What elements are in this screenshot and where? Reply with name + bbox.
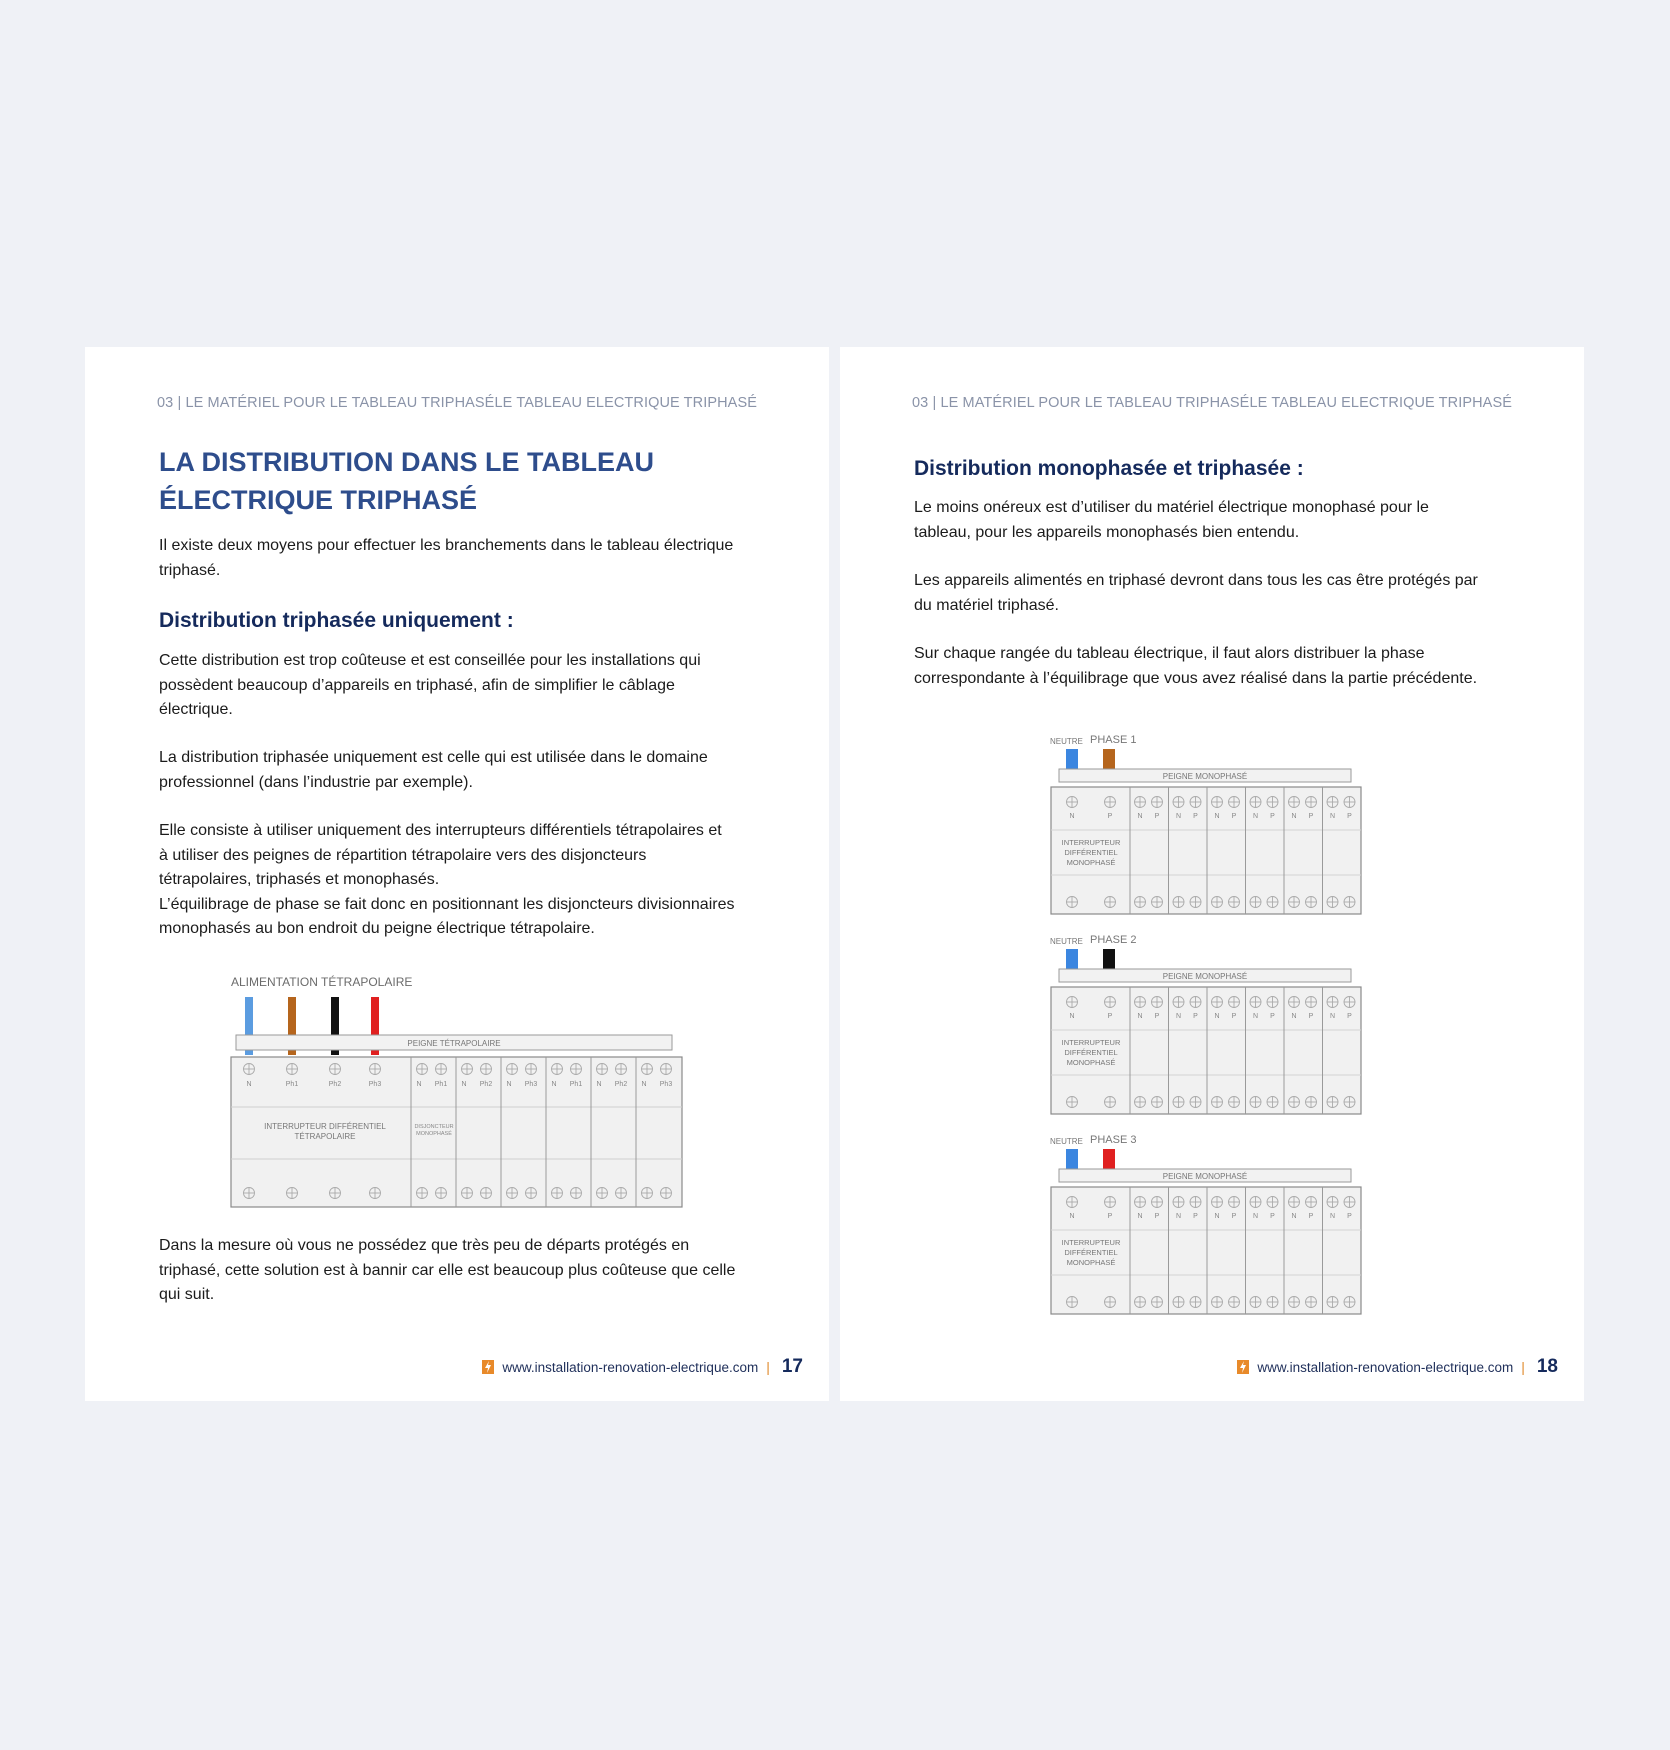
screw-terminal-icon bbox=[1327, 897, 1338, 908]
terminal-label: P bbox=[1154, 813, 1160, 820]
terminal-label: P bbox=[1154, 1213, 1160, 1220]
screw-terminal-icon bbox=[1250, 1197, 1261, 1208]
screw-terminal-icon bbox=[661, 1064, 672, 1075]
footer-separator: | bbox=[1521, 1359, 1525, 1375]
screw-terminal-icon bbox=[1190, 797, 1201, 808]
terminal-label: N bbox=[1175, 813, 1182, 820]
page-footer bbox=[482, 1356, 803, 1378]
terminal-label: N bbox=[1252, 1013, 1259, 1020]
terminal-label: P bbox=[1154, 1013, 1160, 1020]
screw-terminal-icon bbox=[1289, 797, 1300, 808]
page-footer bbox=[1237, 1356, 1558, 1378]
screw-terminal-icon bbox=[1135, 997, 1146, 1008]
text-line: Sur chaque rangée du tableau électrique, il faut alors distribuer la phase bbox=[914, 645, 1425, 662]
screw-terminal-icon bbox=[1212, 997, 1223, 1008]
text-line: Les appareils alimentés en triphasé devront dans tous les cas être protégés par bbox=[914, 572, 1478, 589]
neutral-label: NEUTRE bbox=[1050, 1137, 1083, 1146]
terminal-label: P bbox=[1347, 1013, 1352, 1020]
screw-terminal-icon bbox=[1289, 1297, 1300, 1308]
screw-terminal-icon bbox=[370, 1188, 381, 1199]
screw-terminal-icon bbox=[1250, 897, 1261, 908]
screw-terminal-icon bbox=[1135, 1297, 1146, 1308]
terminal-label: N bbox=[1137, 813, 1143, 820]
text-line: monophasés au bon endroit du peigne électrique tétrapolaire. bbox=[159, 920, 595, 937]
terminal-label: Ph3 bbox=[524, 1081, 538, 1088]
text-line: possèdent beaucoup d’appareils en triphasé, afin de simplifier le câblage bbox=[159, 676, 675, 694]
terminal-label: N bbox=[1252, 1213, 1259, 1220]
running-head-chapter: 03 | LE MATÉRIEL POUR LE TABLEAU TRIPHASÉ bbox=[157, 395, 495, 411]
terminal-label: N bbox=[1329, 813, 1336, 820]
screw-terminal-icon bbox=[1306, 997, 1317, 1008]
screw-terminal-icon bbox=[1152, 797, 1163, 808]
screw-terminal-icon bbox=[1327, 797, 1338, 808]
screw-terminal-icon bbox=[1306, 1097, 1317, 1108]
screw-terminal-icon bbox=[597, 1188, 608, 1199]
terminal-label: N bbox=[1175, 1213, 1182, 1220]
screw-terminal-icon bbox=[1289, 1197, 1300, 1208]
running-head bbox=[157, 395, 757, 411]
screw-terminal-icon bbox=[1152, 1297, 1163, 1308]
screw-terminal-icon bbox=[1344, 997, 1355, 1008]
terminal-label: Ph1 bbox=[434, 1081, 448, 1088]
screw-terminal-icon bbox=[1067, 997, 1078, 1008]
screw-terminal-icon bbox=[1067, 897, 1078, 908]
text-line: professionnel (dans l’industrie par exemple). bbox=[159, 773, 473, 791]
screw-terminal-icon bbox=[1306, 1297, 1317, 1308]
paragraph-1 bbox=[159, 649, 759, 723]
screw-terminal-icon bbox=[287, 1188, 298, 1199]
screw-terminal-icon bbox=[1267, 797, 1278, 808]
screw-terminal-icon bbox=[462, 1188, 473, 1199]
screw-terminal-icon bbox=[1173, 1197, 1184, 1208]
screw-terminal-icon bbox=[1173, 997, 1184, 1008]
page-title bbox=[159, 443, 719, 519]
text-line: à utiliser des peignes de répartition tétrapolaire vers des disjoncteurs bbox=[159, 846, 647, 864]
terminal-label: N bbox=[1069, 1013, 1075, 1020]
screw-terminal-icon bbox=[552, 1188, 563, 1199]
terminal-label: Ph2 bbox=[614, 1081, 628, 1088]
screw-terminal-icon bbox=[1289, 897, 1300, 908]
text-line: Elle consiste à utiliser uniquement des interrupteurs différentiels tétrapolaires et bbox=[159, 822, 722, 839]
screw-terminal-icon bbox=[1267, 1297, 1278, 1308]
screw-terminal-icon bbox=[1327, 997, 1338, 1008]
neutral-label: NEUTRE bbox=[1050, 937, 1083, 946]
terminal-label: P bbox=[1231, 1213, 1237, 1220]
screw-terminal-icon bbox=[616, 1188, 627, 1199]
terminal-label: N bbox=[1137, 1013, 1143, 1020]
terminal-label: Ph3 bbox=[659, 1081, 673, 1088]
screw-terminal-icon bbox=[1135, 1197, 1146, 1208]
screw-terminal-icon bbox=[526, 1188, 537, 1199]
screw-terminal-icon bbox=[1173, 1097, 1184, 1108]
screw-terminal-icon bbox=[1267, 1097, 1278, 1108]
text-line: qui suit. bbox=[159, 1286, 215, 1303]
text-line: tétrapolaires, triphasés et monophasés. bbox=[159, 871, 440, 888]
text-line: La distribution triphasée uniquement est celle qui est utilisée dans le domaine bbox=[159, 749, 708, 766]
screw-terminal-icon bbox=[1105, 797, 1116, 808]
screw-terminal-icon bbox=[1250, 1297, 1261, 1308]
tetrapolar-distribution-diagram bbox=[225, 975, 775, 1220]
text-line: correspondante à l’équilibrage que vous avez réalisé dans la partie précédente. bbox=[914, 669, 1478, 687]
screw-terminal-icon bbox=[1267, 997, 1278, 1008]
screw-terminal-icon bbox=[330, 1064, 341, 1075]
terminal-label: P bbox=[1193, 813, 1198, 820]
section-heading: Distribution triphasée uniquement : bbox=[159, 609, 514, 632]
rcd-label: MONOPHASÉ bbox=[1066, 1258, 1116, 1267]
screw-terminal-icon bbox=[1135, 1097, 1146, 1108]
screw-terminal-icon bbox=[1344, 1197, 1355, 1208]
screw-terminal-icon bbox=[1212, 897, 1223, 908]
page-number: 18 bbox=[1536, 1356, 1558, 1377]
screw-terminal-icon bbox=[1344, 797, 1355, 808]
paragraph-3 bbox=[159, 819, 759, 942]
rcd-label: MONOPHASÉ bbox=[1066, 1058, 1116, 1067]
screw-terminal-icon bbox=[661, 1188, 672, 1199]
screw-terminal-icon bbox=[1306, 1197, 1317, 1208]
screw-terminal-icon bbox=[1152, 1197, 1163, 1208]
screw-terminal-icon bbox=[1229, 1297, 1240, 1308]
text-line: Cette distribution est trop coûteuse et est conseillée pour les installations qui bbox=[159, 652, 701, 669]
screw-terminal-icon bbox=[1344, 1297, 1355, 1308]
terminal-label: N bbox=[1329, 1213, 1336, 1220]
screw-terminal-icon bbox=[1229, 1197, 1240, 1208]
running-head-title: LE TABLEAU ELECTRIQUE TRIPHASÉ bbox=[494, 395, 757, 411]
page-title-line1: LA DISTRIBUTION DANS LE TABLEAU bbox=[159, 447, 654, 477]
phase-label: PHASE 1 bbox=[1090, 734, 1137, 746]
terminal-label: P bbox=[1308, 813, 1314, 820]
terminal-label: N bbox=[1069, 813, 1075, 820]
terminal-label: N bbox=[246, 1081, 252, 1088]
screw-terminal-icon bbox=[1229, 1097, 1240, 1108]
breaker-label-line2: MONOPHASÉ bbox=[416, 1131, 452, 1137]
screw-terminal-icon bbox=[1135, 797, 1146, 808]
screw-terminal-icon bbox=[1067, 1297, 1078, 1308]
screw-terminal-icon bbox=[1067, 1197, 1078, 1208]
breaker-label-line1: DISJONCTEUR bbox=[414, 1124, 454, 1130]
screw-terminal-icon bbox=[1212, 1097, 1223, 1108]
terminal-label: Ph3 bbox=[368, 1081, 382, 1088]
screw-terminal-icon bbox=[1250, 1097, 1261, 1108]
screw-terminal-icon bbox=[417, 1188, 428, 1199]
text-line: Le moins onéreux est d’utiliser du matériel électrique monophasé pour le bbox=[914, 499, 1429, 516]
terminal-label: P bbox=[1270, 1213, 1275, 1220]
terminal-label: P bbox=[1193, 1013, 1198, 1020]
screw-terminal-icon bbox=[616, 1064, 627, 1075]
screw-terminal-icon bbox=[1190, 1197, 1201, 1208]
paragraph-1 bbox=[914, 496, 1514, 545]
paragraph-2 bbox=[159, 746, 759, 795]
screw-terminal-icon bbox=[1344, 1097, 1355, 1108]
screw-terminal-icon bbox=[1173, 797, 1184, 808]
section-heading: Distribution monophasée et triphasée : bbox=[914, 457, 1304, 480]
screw-terminal-icon bbox=[571, 1064, 582, 1075]
screw-terminal-icon bbox=[1289, 997, 1300, 1008]
comb-label: PEIGNE MONOPHASÉ bbox=[1162, 1172, 1248, 1181]
running-head-title: LE TABLEAU ELECTRIQUE TRIPHASÉ bbox=[1249, 395, 1512, 411]
screw-terminal-icon bbox=[462, 1064, 473, 1075]
screw-terminal-icon bbox=[1190, 897, 1201, 908]
terminal-label: P bbox=[1270, 1013, 1275, 1020]
screw-terminal-icon bbox=[1229, 897, 1240, 908]
screw-terminal-icon bbox=[244, 1188, 255, 1199]
screw-terminal-icon bbox=[1327, 1197, 1338, 1208]
terminal-label: P bbox=[1107, 1213, 1113, 1220]
page-17 bbox=[85, 347, 829, 1401]
screw-terminal-icon bbox=[1190, 1297, 1201, 1308]
terminal-label: N bbox=[1214, 813, 1220, 820]
screw-terminal-icon bbox=[417, 1064, 428, 1075]
terminal-label: N bbox=[416, 1081, 422, 1088]
screw-terminal-icon bbox=[1067, 797, 1078, 808]
screw-terminal-icon bbox=[1190, 1097, 1201, 1108]
screw-terminal-icon bbox=[1173, 1297, 1184, 1308]
text-line: L’équilibrage de phase se fait donc en positionnant les disjoncteurs divisionnaires bbox=[159, 895, 735, 913]
comb-label: PEIGNE MONOPHASÉ bbox=[1162, 972, 1248, 981]
screw-terminal-icon bbox=[571, 1188, 582, 1199]
screw-terminal-icon bbox=[526, 1064, 537, 1075]
screw-terminal-icon bbox=[1267, 1197, 1278, 1208]
terminal-label: N bbox=[1137, 1213, 1143, 1220]
screw-terminal-icon bbox=[287, 1064, 298, 1075]
terminal-label: P bbox=[1270, 813, 1275, 820]
supply-label: ALIMENTATION TÉTRAPOLAIRE bbox=[231, 975, 413, 989]
monophase-distribution-diagram bbox=[1050, 732, 1380, 1332]
terminal-label: N bbox=[506, 1081, 512, 1088]
terminal-label: P bbox=[1107, 1013, 1113, 1020]
rcd-label-line1: INTERRUPTEUR DIFFÉRENTIEL bbox=[264, 1122, 386, 1131]
terminal-label: P bbox=[1193, 1213, 1198, 1220]
screw-terminal-icon bbox=[507, 1188, 518, 1199]
screw-terminal-icon bbox=[1327, 1097, 1338, 1108]
text-line: tableau, pour les appareils monophasés bien entendu. bbox=[914, 523, 1300, 541]
panel-row-2 bbox=[1050, 934, 1361, 1114]
screw-terminal-icon bbox=[481, 1188, 492, 1199]
screw-terminal-icon bbox=[1105, 1097, 1116, 1108]
website-link[interactable]: www.installation-renovation-electrique.com bbox=[502, 1359, 759, 1375]
rcd-label: MONOPHASÉ bbox=[1066, 858, 1116, 867]
panel-row-1 bbox=[1050, 734, 1361, 914]
terminal-label: P bbox=[1347, 813, 1352, 820]
terminal-label: N bbox=[461, 1081, 467, 1088]
screw-terminal-icon bbox=[1105, 897, 1116, 908]
page-number: 17 bbox=[781, 1356, 803, 1377]
terminal-label: P bbox=[1107, 813, 1113, 820]
screw-terminal-icon bbox=[436, 1064, 447, 1075]
website-link[interactable]: www.installation-renovation-electrique.com bbox=[1257, 1359, 1514, 1375]
screw-terminal-icon bbox=[1152, 997, 1163, 1008]
page-18 bbox=[840, 347, 1584, 1401]
rcd-label: DIFFÉRENTIEL bbox=[1064, 1248, 1118, 1257]
screw-terminal-icon bbox=[1067, 1097, 1078, 1108]
screw-terminal-icon bbox=[552, 1064, 563, 1075]
text-line: triphasé, cette solution est à bannir car elle est beaucoup plus coûteuse que celle bbox=[159, 1261, 736, 1279]
paragraph-4 bbox=[159, 1234, 759, 1308]
running-head-chapter: 03 | LE MATÉRIEL POUR LE TABLEAU TRIPHASÉ bbox=[912, 395, 1250, 411]
terminal-label: Ph1 bbox=[569, 1081, 583, 1088]
lightning-logo-icon bbox=[482, 1360, 494, 1374]
terminal-label: N bbox=[1291, 813, 1297, 820]
terminal-label: N bbox=[1291, 1213, 1297, 1220]
screw-terminal-icon bbox=[597, 1064, 608, 1075]
screw-terminal-icon bbox=[1306, 897, 1317, 908]
terminal-label: Ph1 bbox=[285, 1081, 299, 1088]
screw-terminal-icon bbox=[1250, 997, 1261, 1008]
text-line: Dans la mesure où vous ne possédez que très peu de départs protégés en bbox=[159, 1237, 690, 1254]
screw-terminal-icon bbox=[1105, 1297, 1116, 1308]
screw-terminal-icon bbox=[1135, 897, 1146, 908]
terminal-label: N bbox=[596, 1081, 602, 1088]
terminal-label: Ph2 bbox=[328, 1081, 342, 1088]
page-title-line2: ÉLECTRIQUE TRIPHASÉ bbox=[159, 485, 478, 515]
rcd-label-line2: TÉTRAPOLAIRE bbox=[294, 1132, 356, 1141]
intro-paragraph bbox=[159, 534, 759, 583]
screw-terminal-icon bbox=[1306, 797, 1317, 808]
screw-terminal-icon bbox=[1212, 797, 1223, 808]
rcd-label: DIFFÉRENTIEL bbox=[1064, 848, 1118, 857]
screw-terminal-icon bbox=[642, 1064, 653, 1075]
screw-terminal-icon bbox=[642, 1188, 653, 1199]
screw-terminal-icon bbox=[1105, 997, 1116, 1008]
phase-label: PHASE 3 bbox=[1090, 1134, 1137, 1146]
running-head bbox=[912, 395, 1512, 411]
text-line: du matériel triphasé. bbox=[914, 596, 1059, 614]
screw-terminal-icon bbox=[330, 1188, 341, 1199]
screw-terminal-icon bbox=[1152, 897, 1163, 908]
text-line: Il existe deux moyens pour effectuer les branchements dans le tableau électrique bbox=[159, 537, 734, 554]
terminal-label: P bbox=[1231, 813, 1237, 820]
screw-terminal-icon bbox=[507, 1064, 518, 1075]
screw-terminal-icon bbox=[1173, 897, 1184, 908]
screw-terminal-icon bbox=[1229, 997, 1240, 1008]
screw-terminal-icon bbox=[1344, 897, 1355, 908]
screw-terminal-icon bbox=[1229, 797, 1240, 808]
screw-terminal-icon bbox=[1105, 1197, 1116, 1208]
terminal-label: N bbox=[1329, 1013, 1336, 1020]
screw-terminal-icon bbox=[370, 1064, 381, 1075]
text-line: triphasé. bbox=[159, 561, 221, 579]
terminal-label: N bbox=[641, 1081, 647, 1088]
screw-terminal-icon bbox=[436, 1188, 447, 1199]
neutral-label: NEUTRE bbox=[1050, 737, 1083, 746]
rcd-label: INTERRUPTEUR bbox=[1061, 1038, 1121, 1047]
rcd-label: INTERRUPTEUR bbox=[1061, 838, 1121, 847]
screw-terminal-icon bbox=[481, 1064, 492, 1075]
terminal-label: N bbox=[1175, 1013, 1182, 1020]
screw-terminal-icon bbox=[1289, 1097, 1300, 1108]
screw-terminal-icon bbox=[1212, 1297, 1223, 1308]
comb-label: PEIGNE MONOPHASÉ bbox=[1162, 772, 1248, 781]
paragraph-3 bbox=[914, 642, 1514, 691]
terminal-label: P bbox=[1308, 1213, 1314, 1220]
terminal-label: N bbox=[1214, 1213, 1220, 1220]
screw-terminal-icon bbox=[1267, 897, 1278, 908]
screw-terminal-icon bbox=[1152, 1097, 1163, 1108]
panel-row-3 bbox=[1050, 1134, 1361, 1314]
terminal-label: N bbox=[1069, 1213, 1075, 1220]
phase-label: PHASE 2 bbox=[1090, 934, 1137, 946]
text-line: électrique. bbox=[159, 701, 233, 718]
terminal-label: P bbox=[1308, 1013, 1314, 1020]
screw-terminal-icon bbox=[1190, 997, 1201, 1008]
terminal-label: N bbox=[1214, 1013, 1220, 1020]
screw-terminal-icon bbox=[1212, 1197, 1223, 1208]
screw-terminal-icon bbox=[1250, 797, 1261, 808]
terminal-label: P bbox=[1347, 1213, 1352, 1220]
terminal-label: N bbox=[1291, 1013, 1297, 1020]
terminal-label: P bbox=[1231, 1013, 1237, 1020]
rcd-label: INTERRUPTEUR bbox=[1061, 1238, 1121, 1247]
footer-separator: | bbox=[766, 1359, 770, 1375]
terminal-label: N bbox=[551, 1081, 557, 1088]
comb-label: PEIGNE TÉTRAPOLAIRE bbox=[407, 1039, 501, 1048]
rcd-label: DIFFÉRENTIEL bbox=[1064, 1048, 1118, 1057]
lightning-logo-icon bbox=[1237, 1360, 1249, 1374]
screw-terminal-icon bbox=[244, 1064, 255, 1075]
screw-terminal-icon bbox=[1327, 1297, 1338, 1308]
terminal-label: N bbox=[1252, 813, 1259, 820]
terminal-label: Ph2 bbox=[479, 1081, 493, 1088]
paragraph-2 bbox=[914, 569, 1514, 618]
